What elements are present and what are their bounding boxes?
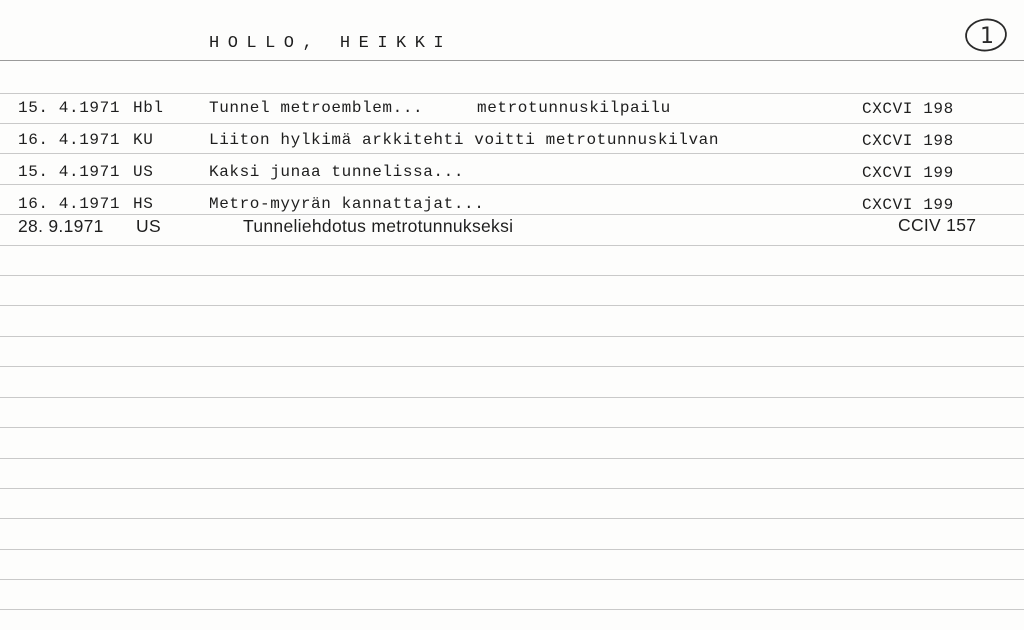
entry-date: 16. 4.1971 [18, 195, 121, 213]
ruled-line [0, 488, 1024, 489]
entry-source: US [133, 163, 154, 181]
entry-reference: CXCVI 199 [862, 164, 954, 182]
entry-title: Tunneliehdotus metrotunnukseksi [243, 216, 514, 236]
ruled-line [0, 458, 1024, 459]
ruled-line [0, 427, 1024, 428]
ruled-line [0, 549, 1024, 550]
ruled-line [0, 366, 1024, 367]
entry-source: US [136, 216, 161, 236]
entry-date: 15. 4.1971 [18, 163, 121, 181]
ruled-line [0, 397, 1024, 398]
ruled-line [0, 153, 1024, 154]
entry-date: 15. 4.1971 [18, 99, 121, 117]
ruled-line [0, 245, 1024, 246]
ruled-line [0, 609, 1024, 610]
entry-title: Tunnel metroemblem... [209, 99, 424, 117]
card-heading: HOLLO, HEIKKI [209, 34, 453, 53]
entry-note: metrotunnuskilpailu [477, 99, 671, 117]
ruled-line [0, 305, 1024, 306]
entry-reference: CCIV 157 [898, 215, 977, 235]
entry-source: HS [133, 195, 154, 213]
entry-title: Metro-myyrän kannattajat... [209, 195, 485, 213]
ruled-line [0, 123, 1024, 124]
entry-date: 16. 4.1971 [18, 131, 121, 149]
entry-title: Kaksi junaa tunnelissa... [209, 163, 465, 181]
entry-source: Hbl [133, 99, 164, 117]
ruled-line [0, 579, 1024, 580]
entry-title: Liiton hylkimä arkkitehti voitti metrotunnuskilvan [209, 131, 720, 149]
ruled-line [0, 275, 1024, 276]
ruled-line [0, 93, 1024, 94]
header-rule [0, 60, 1024, 61]
ruled-line [0, 336, 1024, 337]
entry-reference: CXCVI 198 [862, 132, 954, 150]
page-number: 1 [980, 24, 994, 49]
entry-source: KU [133, 131, 154, 149]
ruled-line [0, 518, 1024, 519]
entry-date: 28. 9.1971 [18, 216, 104, 236]
page-number-mark [963, 16, 1009, 54]
entry-reference: CXCVI 199 [862, 196, 954, 214]
ruled-line [0, 184, 1024, 185]
ruled-line [0, 214, 1024, 215]
entry-reference: CXCVI 198 [862, 100, 954, 118]
